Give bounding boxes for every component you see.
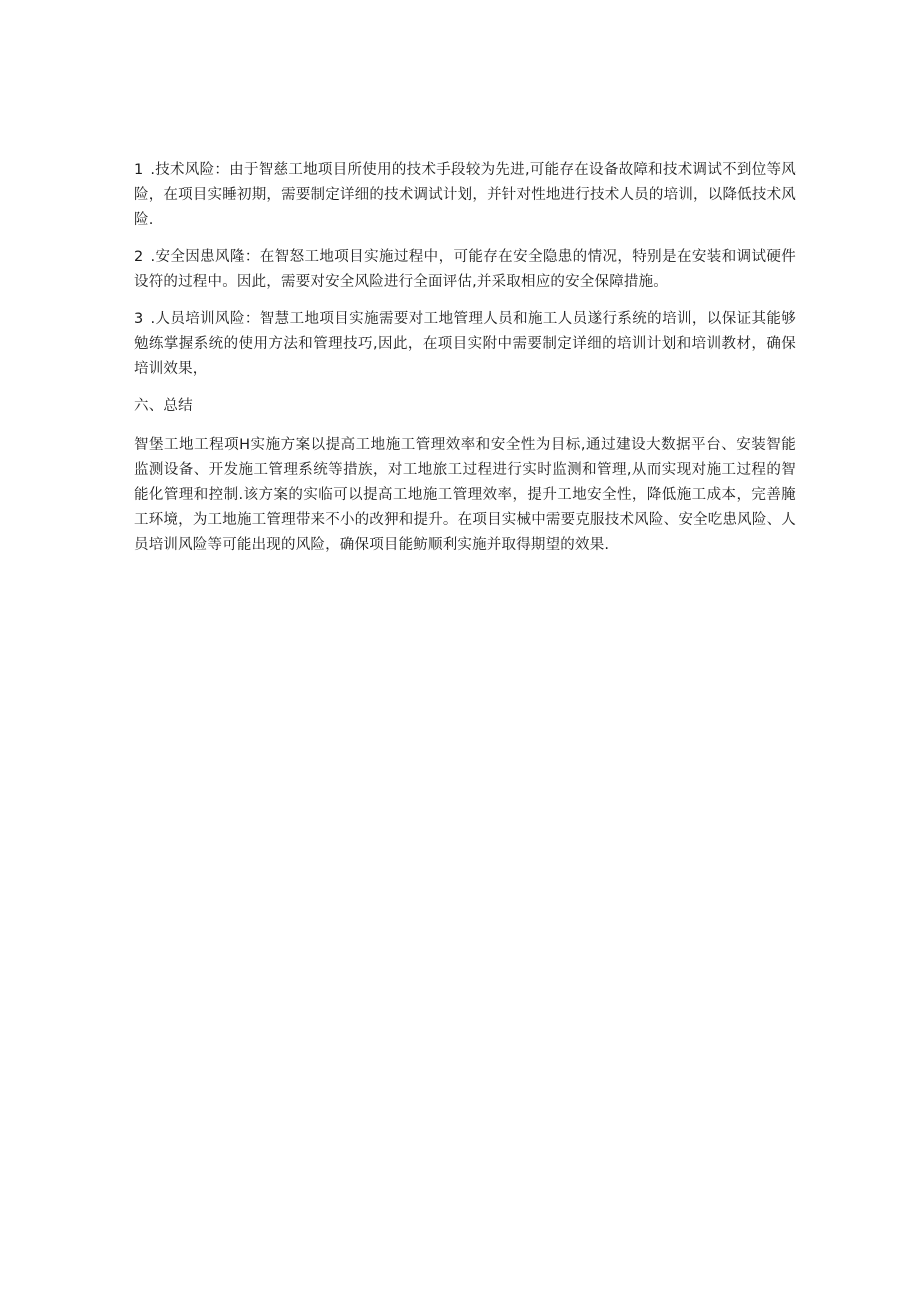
summary-paragraph: 智堡工地工程项H实施方案以提高工地施工管理效率和安全性为目标,通过建设大数据平台、安装智能监测设备、开发施工管理系统等措族，对工地旅工过程进行实时监测和管理,从而实现对施工过程的智能化管理和控制.该方案的实临可以提高工地施工管理效率，提升工地安全性，降低施工成本，完善腌工环境，为工地施工管理带来不小的改狎和提升。在项目实械中需要克服技术风险、安全吃患风险、人员培训风险等可能出现的风险，确保项目能鲂顺利实施并取得期望的效果. <box>134 437 796 553</box>
document-body <box>134 158 796 570</box>
item-number: 2 <box>134 249 144 265</box>
risk-item-training <box>134 307 796 382</box>
item-text: .人员培训风险：智慧工地项目实施需要对工地管理人员和施工人员遂行系统的培训，以保证其能够勉练掌握系统的使用方法和管理技巧,因此，在项目实附中需要制定详细的培训计划和培训教材，确保培训效果， <box>134 311 796 377</box>
item-number: 1 <box>134 162 144 178</box>
item-number: 3 <box>134 311 144 327</box>
risk-item-safety <box>134 245 796 295</box>
risk-item-technical <box>134 158 796 233</box>
item-text: .技术风险：由于智慈工地项目所使用的技术手段较为先进,可能存在设备故障和技术调试不到位等风险，在项目实睡初期，需要制定详细的技术调试计划，并针对性地进行技术人员的培训，以降低技术风险. <box>134 162 796 228</box>
item-text: .安全因患风隆：在智怒工地项目实施过程中，可能存在安全隐患的情况，特别是在安装和调试硬件设符的过程中。因此，需要对安全风险进行全面评估,并采取相应的安全保障措施。 <box>134 249 796 290</box>
section-heading: 六、总结 <box>134 398 193 414</box>
